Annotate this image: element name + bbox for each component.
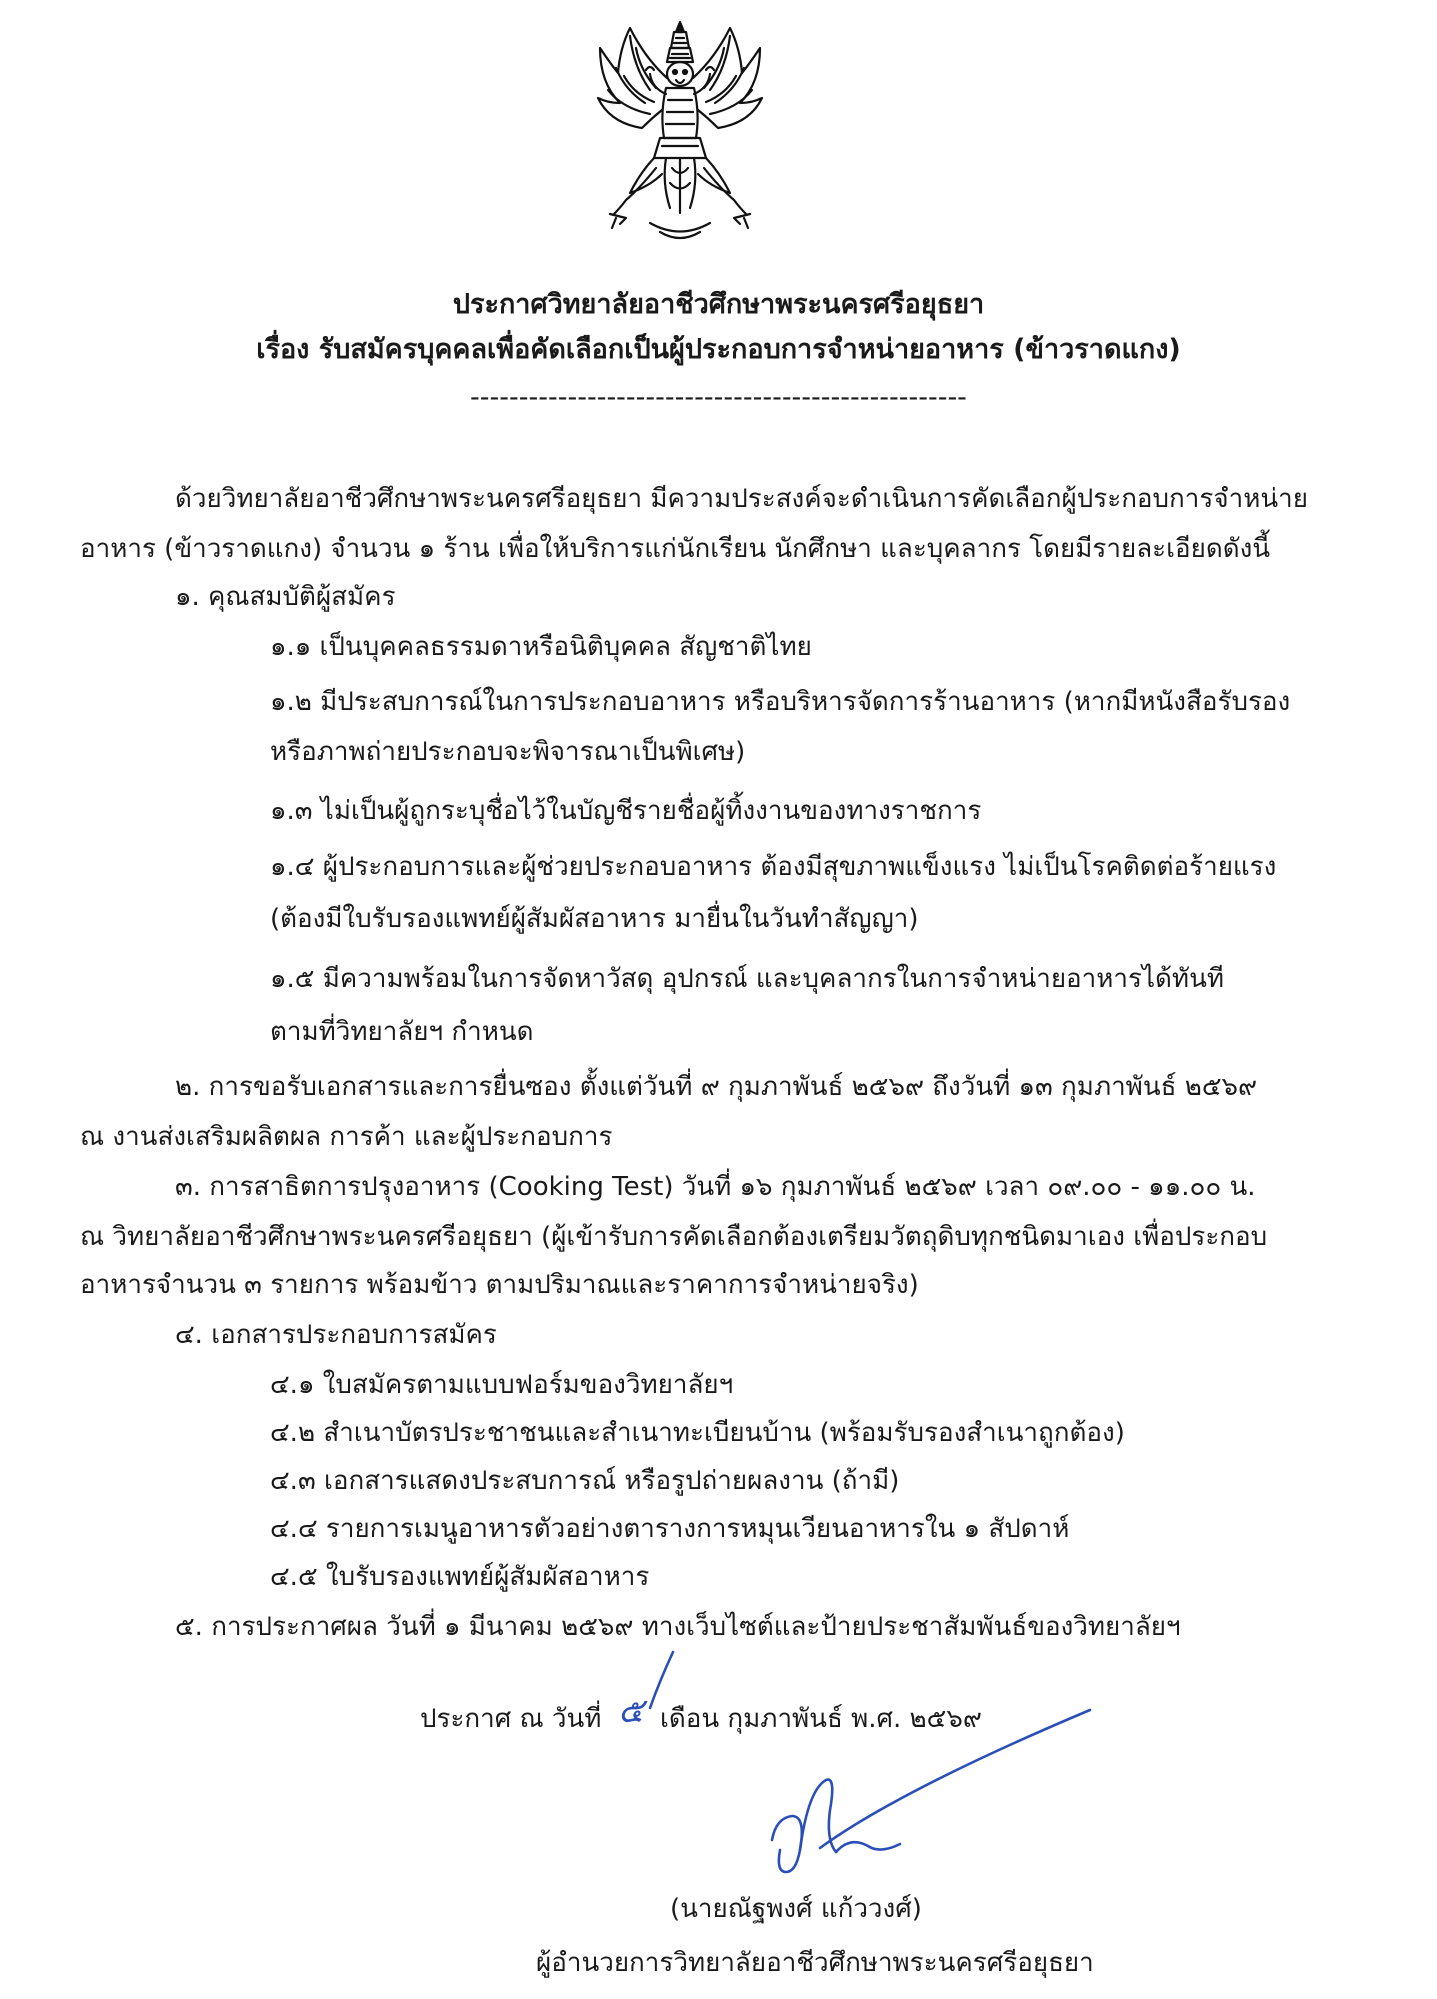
section-1-heading: ๑. คุณสมบัติผู้สมัคร [175, 582, 396, 612]
section-2-line-2: ณ งานส่งเสริมผลิตผล การค้า และผู้ประกอบการ [80, 1122, 613, 1152]
item-1-2-b: หรือภาพถ่ายประกอบจะพิจารณาเป็นพิเศษ) [270, 737, 746, 767]
announcement-title: ประกาศวิทยาลัยอาชีวศึกษาพระนครศรีอยุธยา [452, 289, 985, 320]
section-5: ๕. การประกาศผล วันที่ ๑ มีนาคม ๒๕๖๙ ทางเว็บไซต์และป้ายประชาสัมพันธ์ของวิทยาลัยฯ [175, 1612, 1181, 1642]
garuda-emblem-icon [590, 18, 770, 250]
intro-line-1: ด้วยวิทยาลัยอาชีวศึกษาพระนครศรีอยุธยา มีความประสงค์จะดำเนินการคัดเลือกผู้ประกอบการจำหน่าย [175, 484, 1308, 514]
item-1-4-a: ๑.๔ ผู้ประกอบการและผู้ช่วยประกอบอาหาร ต้องมีสุขภาพแข็งแรง ไม่เป็นโรคติดต่อร้ายแรง [270, 852, 1277, 882]
title-divider: --------------------------------------------------- [470, 382, 967, 413]
section-3-line-2: ณ วิทยาลัยอาชีวศึกษาพระนครศรีอยุธยา (ผู้เข้ารับการคัดเลือกต้องเตรียมวัตถุดิบทุกชนิดมาเอง เพื่อประกอบ [80, 1222, 1268, 1252]
item-4-3: ๔.๓ เอกสารแสดงประสบการณ์ หรือรูปถ่ายผลงาน (ถ้ามี) [270, 1466, 900, 1496]
section-2-line-1: ๒. การขอรับเอกสารและการยื่นซอง ตั้งแต่วันที่ ๙ กุมภาพันธ์ ๒๕๖๙ ถึงวันที่ ๑๓ กุมภาพันธ์ ๒๕๖๙ [175, 1072, 1258, 1102]
item-1-1: ๑.๑ เป็นบุคคลธรรมดาหรือนิติบุคคล สัญชาติไทย [270, 632, 812, 662]
section-4-heading: ๔. เอกสารประกอบการสมัคร [175, 1320, 497, 1350]
item-1-5-a: ๑.๕ มีความพร้อมในการจัดหาวัสดุ อุปกรณ์ และบุคลากรในการจำหน่ายอาหารได้ทันที [270, 964, 1224, 994]
section-3-line-1: ๓. การสาธิตการปรุงอาหาร (Cooking Test) วันที่ ๑๖ กุมภาพันธ์ ๒๕๖๙ เวลา ๐๙.๐๐ - ๑๑.๐๐ น. [175, 1172, 1256, 1202]
announce-day-handwritten: ๕ [618, 1691, 644, 1731]
section-3-line-3: อาหารจำนวน ๓ รายการ พร้อมข้าว ตามปริมาณและราคาการจำหน่ายจริง) [80, 1270, 919, 1300]
announcement-subject: เรื่อง รับสมัครบุคคลเพื่อคัดเลือกเป็นผู้ประกอบการจำหน่ายอาหาร (ข้าวราดแกง) [256, 334, 1181, 365]
item-1-4-b: (ต้องมีใบรับรองแพทย์ผู้สัมผัสอาหาร มายื่นในวันทำสัญญา) [270, 904, 919, 934]
signatory-position: ผู้อำนวยการวิทยาลัยอาชีวศึกษาพระนครศรีอยุธยา [536, 1948, 1094, 1978]
item-4-4: ๔.๔ รายการเมนูอาหารตัวอย่างตารางการหมุนเวียนอาหารใน ๑ สัปดาห์ [270, 1514, 1070, 1544]
signature-icon [600, 1640, 1100, 1910]
intro-line-2: อาหาร (ข้าวราดแกง) จำนวน ๑ ร้าน เพื่อให้บริการแก่นักเรียน นักศึกษา และบุคลากร โดยมีรายละเอียดดังนี้ [80, 534, 1271, 564]
item-1-2-a: ๑.๒ มีประสบการณ์ในการประกอบอาหาร หรือบริหารจัดการร้านอาหาร (หากมีหนังสือรับรอง [270, 687, 1291, 717]
item-4-5: ๔.๕ ใบรับรองแพทย์ผู้สัมผัสอาหาร [270, 1562, 650, 1592]
signatory-name: (นายณัฐพงศ์ แก้ววงศ์) [670, 1894, 922, 1924]
item-1-3: ๑.๓ ไม่เป็นผู้ถูกระบุชื่อไว้ในบัญชีรายชื่อผู้ทิ้งงานของทางราชการ [270, 796, 982, 826]
announce-date-prefix: ประกาศ ณ วันที่ [420, 1704, 602, 1734]
item-4-1: ๔.๑ ใบสมัครตามแบบฟอร์มของวิทยาลัยฯ [270, 1370, 734, 1400]
announce-date-suffix: เดือน กุมภาพันธ์ พ.ศ. ๒๕๖๙ [660, 1704, 982, 1734]
item-4-2: ๔.๒ สำเนาบัตรประชาชนและสำเนาทะเบียนบ้าน (พร้อมรับรองสำเนาถูกต้อง) [270, 1418, 1125, 1448]
item-1-5-b: ตามที่วิทยาลัยฯ กำหนด [270, 1017, 534, 1047]
